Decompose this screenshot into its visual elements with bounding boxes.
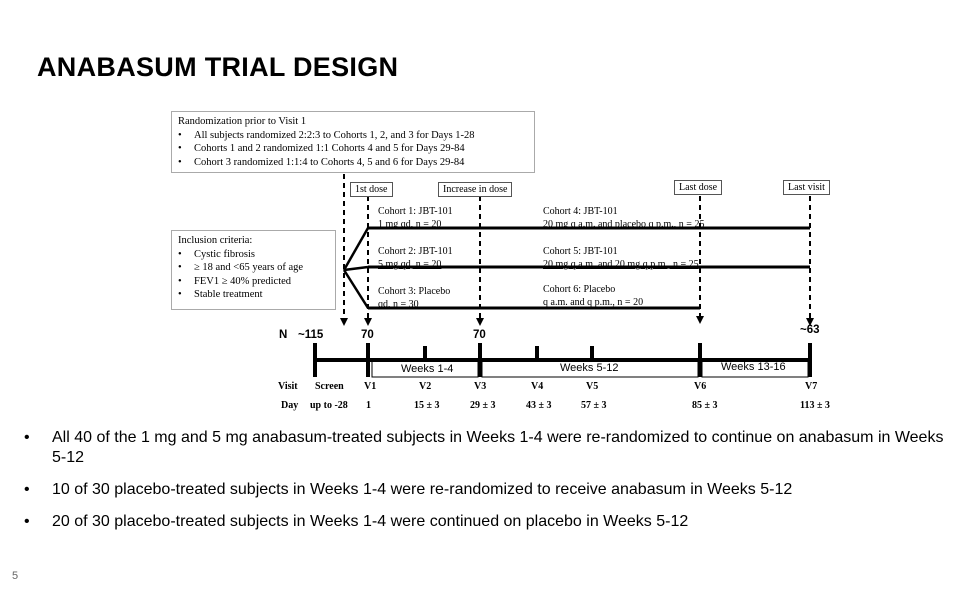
day-row-label: Day — [281, 400, 299, 411]
cohort6-label — [543, 283, 643, 309]
cohort3-name: Cohort 3: Placebo — [378, 286, 451, 297]
inclusion-item: • ≥ 18 and <65 years of age — [178, 261, 329, 275]
cohort4-name: Cohort 4: JBT-101 — [543, 206, 618, 217]
v6-arrow — [696, 316, 704, 324]
n-v1: 70 — [361, 329, 374, 341]
randomization-arrow — [340, 318, 348, 326]
cohort3-dose: qd, n = 30 — [378, 299, 419, 310]
cohort1-dose: 1 mg qd, n = 20 — [378, 219, 442, 230]
visit-v3: V3 — [474, 381, 487, 392]
split-line-cohort3 — [344, 270, 368, 308]
last-visit-tag: Last visit — [783, 180, 830, 195]
randomization-item: • Cohorts 1 and 2 randomized 1:1 Cohorts 4 and 5 for Days 29-84 — [178, 142, 528, 156]
day-v3: 29 ± 3 — [470, 400, 496, 411]
summary-bullet: • All 40 of the 1 mg and 5 mg anabasum-treated subjects in Weeks 1-4 were re-randomized to continue on anabasum in Weeks 5-12 — [24, 428, 944, 468]
visit-v2: V2 — [419, 381, 432, 392]
cohort6-name: Cohort 6: Placebo — [543, 284, 616, 295]
n-screen: ~115 — [298, 329, 324, 341]
n-v7: ~63 — [800, 324, 820, 336]
cohort6-dose: q a.m. and q p.m., n = 20 — [543, 297, 644, 308]
visit-v5: V5 — [586, 381, 599, 392]
summary-bullets — [24, 428, 944, 544]
summary-bullet: • 10 of 30 placebo-treated subjects in Weeks 1-4 were re-randomized to receive anabasum in Weeks 5-12 — [24, 480, 944, 500]
split-line-cohort2 — [344, 267, 368, 270]
cohort5-name: Cohort 5: JBT-101 — [543, 246, 618, 257]
randomization-heading: Randomization prior to Visit 1 — [178, 116, 307, 127]
cohort4-label — [543, 205, 704, 231]
day-v7: 113 ± 3 — [800, 400, 830, 411]
inclusion-item: • Cystic fibrosis — [178, 248, 329, 262]
visit-v6: V6 — [694, 381, 707, 392]
inclusion-item: • FEV1 ≥ 40% predicted — [178, 275, 329, 289]
visit-v1: V1 — [364, 381, 377, 392]
weeks-13-16-label: Weeks 13-16 — [721, 361, 786, 373]
inclusion-item: • Stable treatment — [178, 288, 329, 302]
cohort2-name: Cohort 2: JBT-101 — [378, 246, 453, 257]
weeks-1-4-label: Weeks 1-4 — [401, 363, 454, 375]
day-screen: up to -28 — [310, 400, 348, 411]
randomization-item: • All subjects randomized 2:2:3 to Cohorts 1, 2, and 3 for Days 1-28 — [178, 129, 528, 143]
cohort2-dose: 5 mg qd, n = 20 — [378, 259, 442, 270]
last-dose-tag: Last dose — [674, 180, 722, 195]
page-number: 5 — [12, 570, 19, 582]
randomization-item: • Cohort 3 randomized 1:1:4 to Cohorts 4, 5 and 6 for Days 29-84 — [178, 156, 528, 170]
n-v3: 70 — [473, 329, 486, 341]
day-v1: 1 — [366, 400, 371, 411]
cohort1-name: Cohort 1: JBT-101 — [378, 206, 453, 217]
inclusion-heading: Inclusion criteria: — [178, 235, 253, 246]
summary-bullet: • 20 of 30 placebo-treated subjects in Weeks 1-4 were continued on placebo in Weeks 5-12 — [24, 512, 944, 532]
cohort5-label — [543, 245, 699, 271]
cohort2-label — [378, 245, 453, 271]
visit-v7: V7 — [805, 381, 818, 392]
cohort1-label — [378, 205, 453, 231]
day-v6: 85 ± 3 — [692, 400, 718, 411]
v1-arrow — [364, 318, 372, 326]
increase-dose-tag: Increase in dose — [438, 182, 512, 197]
page-title: ANABASUM TRIAL DESIGN — [37, 52, 399, 82]
first-dose-tag: 1st dose — [350, 182, 393, 197]
v3-arrow — [476, 318, 484, 326]
split-line-cohort1 — [344, 228, 368, 270]
day-v5: 57 ± 3 — [581, 400, 607, 411]
day-v4: 43 ± 3 — [526, 400, 552, 411]
visit-v4: V4 — [531, 381, 544, 392]
day-v2: 15 ± 3 — [414, 400, 440, 411]
weeks-5-12-label: Weeks 5-12 — [560, 362, 619, 374]
cohort5-dose: 20 mg q a.m. and 20 mg q p.m., n = 25 — [543, 259, 699, 270]
cohort3-label — [378, 285, 450, 311]
n-label: N — [279, 329, 288, 341]
randomization-box — [171, 111, 535, 173]
visit-row-label: Visit — [278, 381, 298, 392]
inclusion-criteria-box — [171, 230, 336, 310]
cohort4-dose: 20 mg q a.m. and placebo q p.m., n = 25 — [543, 219, 705, 230]
visit-screen: Screen — [315, 381, 344, 392]
